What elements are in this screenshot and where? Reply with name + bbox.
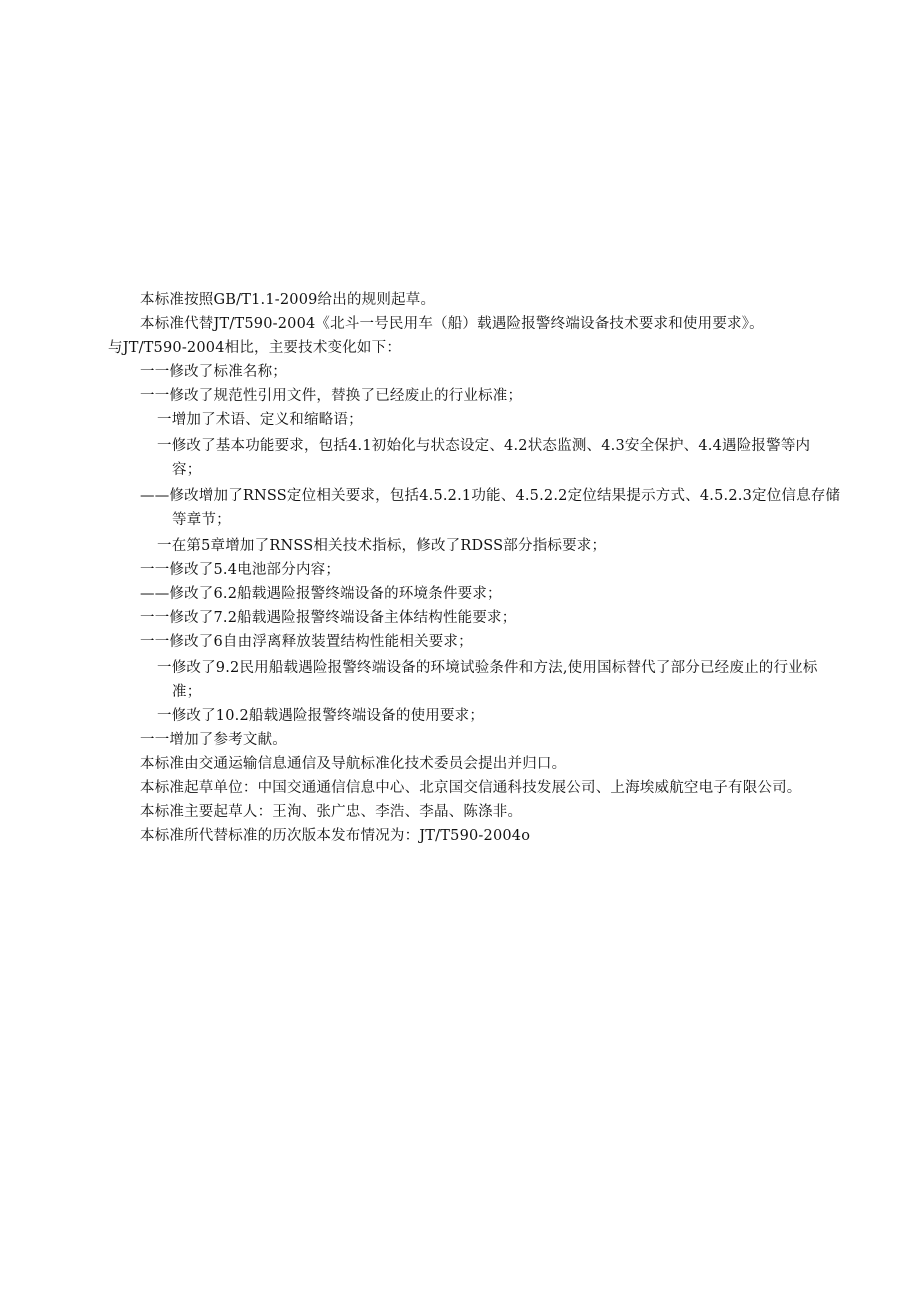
drafters-line: 本标准主要起草人：王洵、张广忠、李浩、李晶、陈涤非。: [140, 804, 523, 820]
drafting-rule-line: 本标准按照GB/T1.1-2009给出的规则起草。: [140, 292, 436, 308]
version-history-line: 本标准所代替标准的历次版本发布情况为：JT/T590-2004o: [140, 828, 531, 844]
change-item-title: 一一修改了标准名称；: [140, 364, 287, 380]
change-item-environment-tests-continued: 准；: [172, 684, 202, 700]
change-item-environment-tests: 一修改了9.2民用船载遇险报警终端设备的环境试验条件和方法,使用国标替代了部分已经废止的行业标: [157, 660, 818, 676]
change-item-terms: 一增加了术语、定义和缩略语；: [157, 412, 363, 428]
change-item-basic-functions: 一修改了基本功能要求，包括4.1初始化与状态设定、4.2状态监测、4.3安全保护、4.4遇险报警等内: [157, 438, 811, 454]
drafting-units-line: 本标准起草单位：中国交通通信信息中心、北京国交信通科技发展公司、上海埃威航空电子有限公司。: [140, 780, 802, 796]
change-item-structure-performance: 一一修改了7.2船载遇险报警终端设备主体结构性能要求；: [140, 610, 517, 626]
change-item-battery: 一一修改了5.4电池部分内容；: [140, 562, 341, 578]
change-item-rnss-positioning-continued: 等章节；: [172, 512, 231, 528]
change-item-basic-functions-continued: 容；: [172, 462, 202, 478]
replacement-line: 本标准代替JT/T590-2004《北斗一号民用车（船）载遇险报警终端设备技术要求和使用要求》。: [140, 316, 764, 332]
change-item-normative-references: 一一修改了规范性引用文件，替换了已经废止的行业标准；: [140, 388, 523, 404]
change-item-rnss-positioning: ——修改增加了RNSS定位相关要求，包括4.5.2.1功能、4.5.2.2定位结果提示方式、4.5.2.3定位信息存储: [140, 488, 841, 504]
change-item-environment-conditions: ——修改了6.2船载遇险报警终端设备的环境条件要求；: [140, 586, 502, 602]
change-item-references: 一一增加了参考文献。: [140, 732, 287, 748]
change-item-usage-requirements: 一修改了10.2船载遇险报警终端设备的使用要求；: [157, 708, 485, 724]
change-item-chapter-5: 一在第5章增加了RNSS相关技术指标，修改了RDSS部分指标要求；: [157, 538, 607, 554]
comparison-intro-line: 与JT/T590-2004相比，主要技术变化如下：: [108, 340, 402, 356]
proposal-line: 本标准由交通运输信息通信及导航标准化技术委员会提出并归口。: [140, 756, 567, 772]
change-item-float-free-release: 一一修改了6自由浮离释放装置结构性能相关要求；: [140, 634, 473, 650]
